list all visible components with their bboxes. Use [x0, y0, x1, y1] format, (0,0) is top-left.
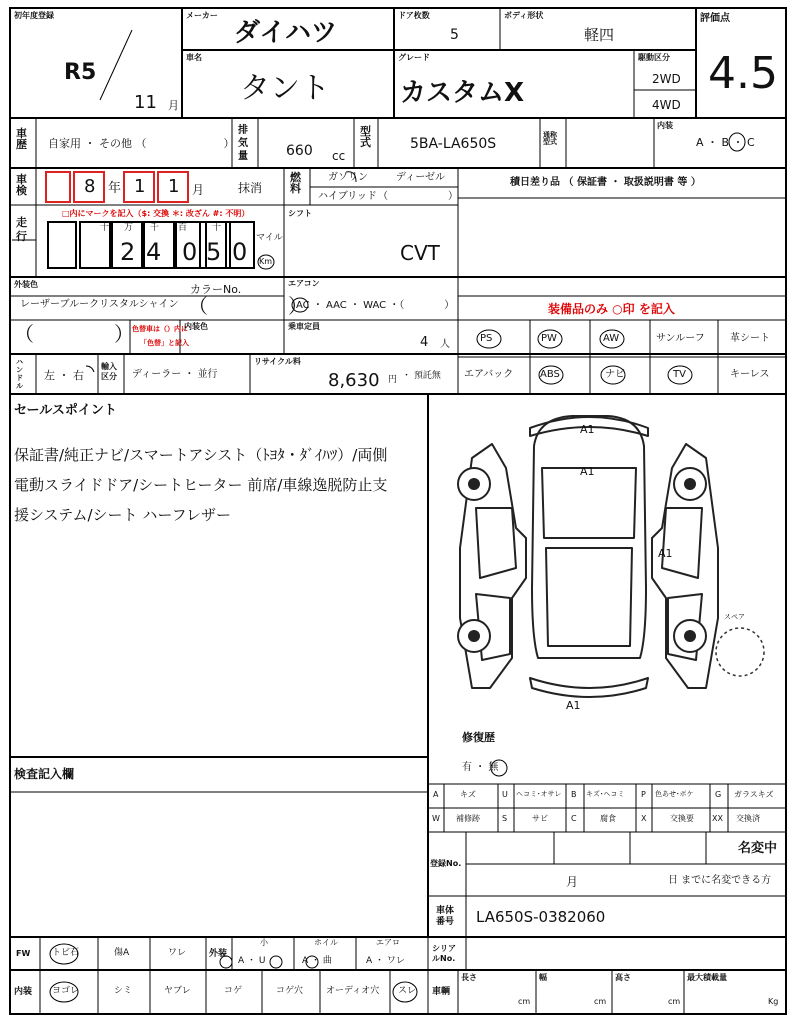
legend-code: U	[502, 790, 508, 799]
recycle-unit: 円	[388, 375, 398, 385]
legend-desc: サビ	[532, 814, 548, 823]
exterior-color-value: レーザーブルークリスタルシャイン	[20, 299, 179, 310]
inspection-year-unit: 年	[108, 181, 122, 196]
legend-desc: ヘコミ･オサレ	[516, 790, 562, 798]
history-label: 車歴	[16, 127, 27, 151]
length-label: 長さ	[461, 973, 477, 982]
mileage-label: 走行	[16, 216, 27, 243]
dims-label: 車輌	[432, 987, 451, 997]
fw-label: FW	[16, 949, 31, 958]
aero-options: A ・ ワレ	[366, 956, 405, 966]
sales-label: セールスポイント	[14, 403, 117, 418]
int-item-2: シミ	[114, 986, 133, 996]
drive-label: 駆動区分	[638, 53, 670, 62]
handle-value: 左 ・ 右	[44, 369, 84, 382]
inspection-year: 8	[84, 176, 96, 197]
color-no-label: カラーNo.	[190, 283, 242, 296]
car-diagram	[430, 398, 784, 734]
legend-code: S	[502, 814, 508, 823]
mileage-digit-4: 5	[206, 238, 222, 266]
int-item-5: コゲ穴	[276, 986, 304, 996]
import-label: 輸入区分	[101, 362, 117, 381]
length-unit: cm	[518, 997, 531, 1006]
name-change-label: 名変中	[738, 841, 778, 856]
recycle-fee: 8,630	[328, 370, 380, 391]
import-value: ディーラー ・ 並行	[132, 369, 218, 380]
equip-title: 装備品のみ ○印 を記入	[548, 302, 675, 316]
ac-label: エアコン	[288, 279, 320, 288]
body-type-value: 軽四	[584, 26, 615, 44]
fuel-diesel: ディーゼル	[396, 172, 445, 183]
model-label: 型式	[360, 125, 371, 149]
mileage-note: □内にマークを記入（$: 交換 ＊: 改ざん #: 不明）	[62, 209, 250, 218]
km-label: Km	[259, 257, 273, 266]
inspection-month-2: 1	[168, 176, 180, 197]
equip-aw: AW	[603, 333, 620, 344]
load-label: 最大積載量	[687, 973, 727, 982]
first-reg-month: 11	[134, 92, 157, 113]
fw-item-3: ワレ	[168, 948, 187, 958]
fuel-other: （ ）	[378, 191, 458, 202]
body-type-label: ボディ形状	[504, 11, 544, 20]
serial-label: シリアルNo.	[432, 944, 456, 963]
legend-desc: ガラスキズ	[734, 790, 774, 799]
wheel-label: ホイル	[314, 938, 338, 947]
doors-label: ドア枚数	[398, 11, 430, 20]
legend-desc: キズ･ヘコミ	[586, 790, 625, 798]
first-reg-label: 初年度登録	[14, 11, 54, 20]
doors-value: 5	[450, 27, 459, 43]
legend-desc: 交換済	[736, 814, 760, 823]
capacity-unit: 人	[440, 339, 450, 350]
deregistered-label: 抹消	[238, 181, 263, 195]
mark-rear: A1	[566, 699, 581, 712]
exterior-label: 外装	[209, 949, 228, 959]
score-value: 4.5	[708, 48, 778, 99]
mileage-unit-ju: 十	[100, 223, 110, 233]
aero-label: エアロ	[376, 938, 400, 947]
chassis-label: 車体番号	[436, 906, 455, 927]
spare-label: スペア	[724, 613, 745, 621]
sales-line-3: 援システム/シート ハーフレザー	[14, 506, 231, 524]
equip-abs: ABS	[540, 369, 560, 380]
legend-code: P	[641, 790, 646, 799]
equip-keyless: キーレス	[730, 369, 770, 380]
mileage-unit-ju2: 十	[212, 223, 222, 233]
int-item-7: スレ	[398, 986, 417, 996]
inspection-label: 車検	[16, 173, 27, 197]
handle-label: ハンドル	[16, 358, 23, 390]
mileage-unit-man: 万	[124, 223, 134, 233]
legend-desc: 腐食	[600, 814, 616, 823]
common-model-label: 通称型式	[543, 131, 557, 146]
capacity-label: 乗車定員	[288, 322, 320, 331]
fw-item-1: トビ石	[52, 948, 80, 958]
score-label: 評価点	[700, 13, 730, 24]
mileage-unit-hyaku: 百	[178, 223, 188, 233]
car-name-label: 車名	[186, 53, 202, 62]
reg-deadline: 日 までに名変できる方	[668, 875, 772, 886]
maker-value: ダイハツ	[234, 18, 337, 48]
car-rear-bumper	[530, 678, 648, 697]
int-item-1: ヨゴレ	[52, 986, 80, 996]
color-change-note-2: 「色替」と記入	[140, 339, 189, 347]
load-unit: Kg	[768, 997, 779, 1006]
color-change-note-1: 色替車は（）内に	[132, 325, 188, 333]
fw-item-2: 傷A	[114, 948, 130, 958]
equip-leather: 革シート	[730, 333, 770, 344]
repair-label: 修復歴	[462, 731, 495, 744]
wheel-options: A ・ 曲	[302, 956, 332, 966]
capacity-value: 4	[420, 335, 429, 350]
color-no-bracket: （ ）	[188, 294, 308, 318]
inspection-month-unit: 月	[192, 183, 205, 197]
color-change-bracket: （ ）	[14, 322, 134, 346]
grade-value: カスタムX	[400, 78, 525, 108]
legend-desc: 補修跡	[456, 814, 480, 823]
mileage-digit-5: 0	[232, 238, 248, 266]
height-unit: cm	[668, 997, 681, 1006]
first-reg-month-unit: 月	[168, 99, 179, 112]
ac-options: AC ・ AAC ・ WAC ・（ ）	[296, 300, 455, 311]
mileage-digit-1: 2	[120, 238, 136, 266]
drive-4wd: 4WD	[652, 98, 681, 112]
history-value: 自家用 ・ その他 （ ）	[48, 137, 235, 150]
legend-code: X	[641, 814, 647, 823]
reg-month-unit: 月	[566, 875, 579, 889]
shift-label: シフト	[288, 209, 312, 218]
exterior-color-label: 外装色	[14, 280, 38, 289]
interior-grade: A ・ B ・ C	[696, 136, 755, 149]
interior-label: 内装	[657, 121, 673, 130]
mark-roof: A1	[580, 465, 595, 478]
repair-value: 有 ・ 無	[462, 762, 499, 773]
drive-2wd: 2WD	[652, 72, 681, 86]
mileage-digit-3: 0	[182, 238, 198, 266]
displacement-label: 排気量	[238, 125, 248, 162]
equip-navi: ナビ	[605, 369, 625, 380]
recycle-deposit: ・ 預託無	[402, 371, 441, 381]
legend-desc: キズ	[460, 790, 476, 799]
grade-label: グレード	[398, 53, 430, 62]
spare-tire	[716, 628, 764, 676]
fuel-label: 燃料	[290, 171, 301, 195]
car-name-value: タント	[240, 71, 330, 106]
mileage-digit-2: 4	[146, 238, 162, 266]
small-label: 小	[260, 938, 268, 947]
chassis-value: LA650S-0382060	[476, 908, 606, 926]
mileage-unit-sen: 千	[150, 223, 160, 233]
displacement-value: 660	[286, 143, 313, 159]
equip-sunroof: サンルーフ	[656, 333, 705, 344]
inspection-month-1: 1	[134, 176, 146, 197]
legend-desc: 交換要	[670, 814, 694, 823]
inspection-notes-label: 検査記入欄	[14, 767, 75, 781]
reg-no-label: 登録No.	[430, 859, 462, 868]
equip-airbag: エアバック	[464, 369, 514, 380]
width-label: 幅	[539, 973, 547, 982]
maker-label: メーカー	[186, 11, 218, 20]
equip-tv: TV	[673, 369, 686, 380]
first-reg-era: R5	[64, 60, 97, 85]
legend-code: B	[571, 790, 577, 799]
int-label: 内装	[14, 987, 33, 997]
fuel-gasoline: ガソリン	[328, 172, 368, 183]
legend-code: G	[715, 790, 722, 799]
shift-value: CVT	[400, 241, 440, 265]
width-unit: cm	[594, 997, 607, 1006]
int-item-3: ヤブレ	[164, 986, 191, 996]
int-item-6: オーディオ穴	[326, 986, 380, 996]
sales-line-1: 保証書/純正ナビ/スマートアシスト（ﾄﾖﾀ・ﾀﾞｲﾊﾂ）/両側	[14, 446, 388, 464]
mark-right-side: A1	[658, 547, 673, 560]
equip-ps: PS	[480, 333, 493, 344]
equip-pw: PW	[541, 333, 557, 344]
legend-code: XX	[712, 814, 723, 823]
int-item-4: コゲ	[224, 986, 243, 996]
mark-front: A1	[580, 423, 595, 436]
height-label: 高さ	[615, 973, 631, 982]
mile-label: マイル	[256, 233, 283, 243]
displacement-unit: cc	[332, 149, 346, 163]
fuel-hybrid: ハイブリッド	[318, 191, 377, 202]
legend-code: A	[433, 790, 439, 799]
small-options: A ・ U	[238, 956, 266, 966]
legend-code: C	[571, 814, 577, 823]
legend-desc: 色あせ･ボケ	[655, 790, 694, 798]
sales-line-2: 電動スライドドア/シートヒーター 前席/車線逸脱防止支	[14, 476, 388, 494]
interior-color-label: 内装色	[184, 322, 208, 331]
accessories-label: 積日差り品 （ 保証書 ・ 取扱説明書 等 ）	[510, 177, 701, 188]
recycle-label: リサイクル料	[254, 357, 301, 366]
model-value: 5BA-LA650S	[410, 136, 497, 152]
legend-code: W	[432, 814, 440, 823]
